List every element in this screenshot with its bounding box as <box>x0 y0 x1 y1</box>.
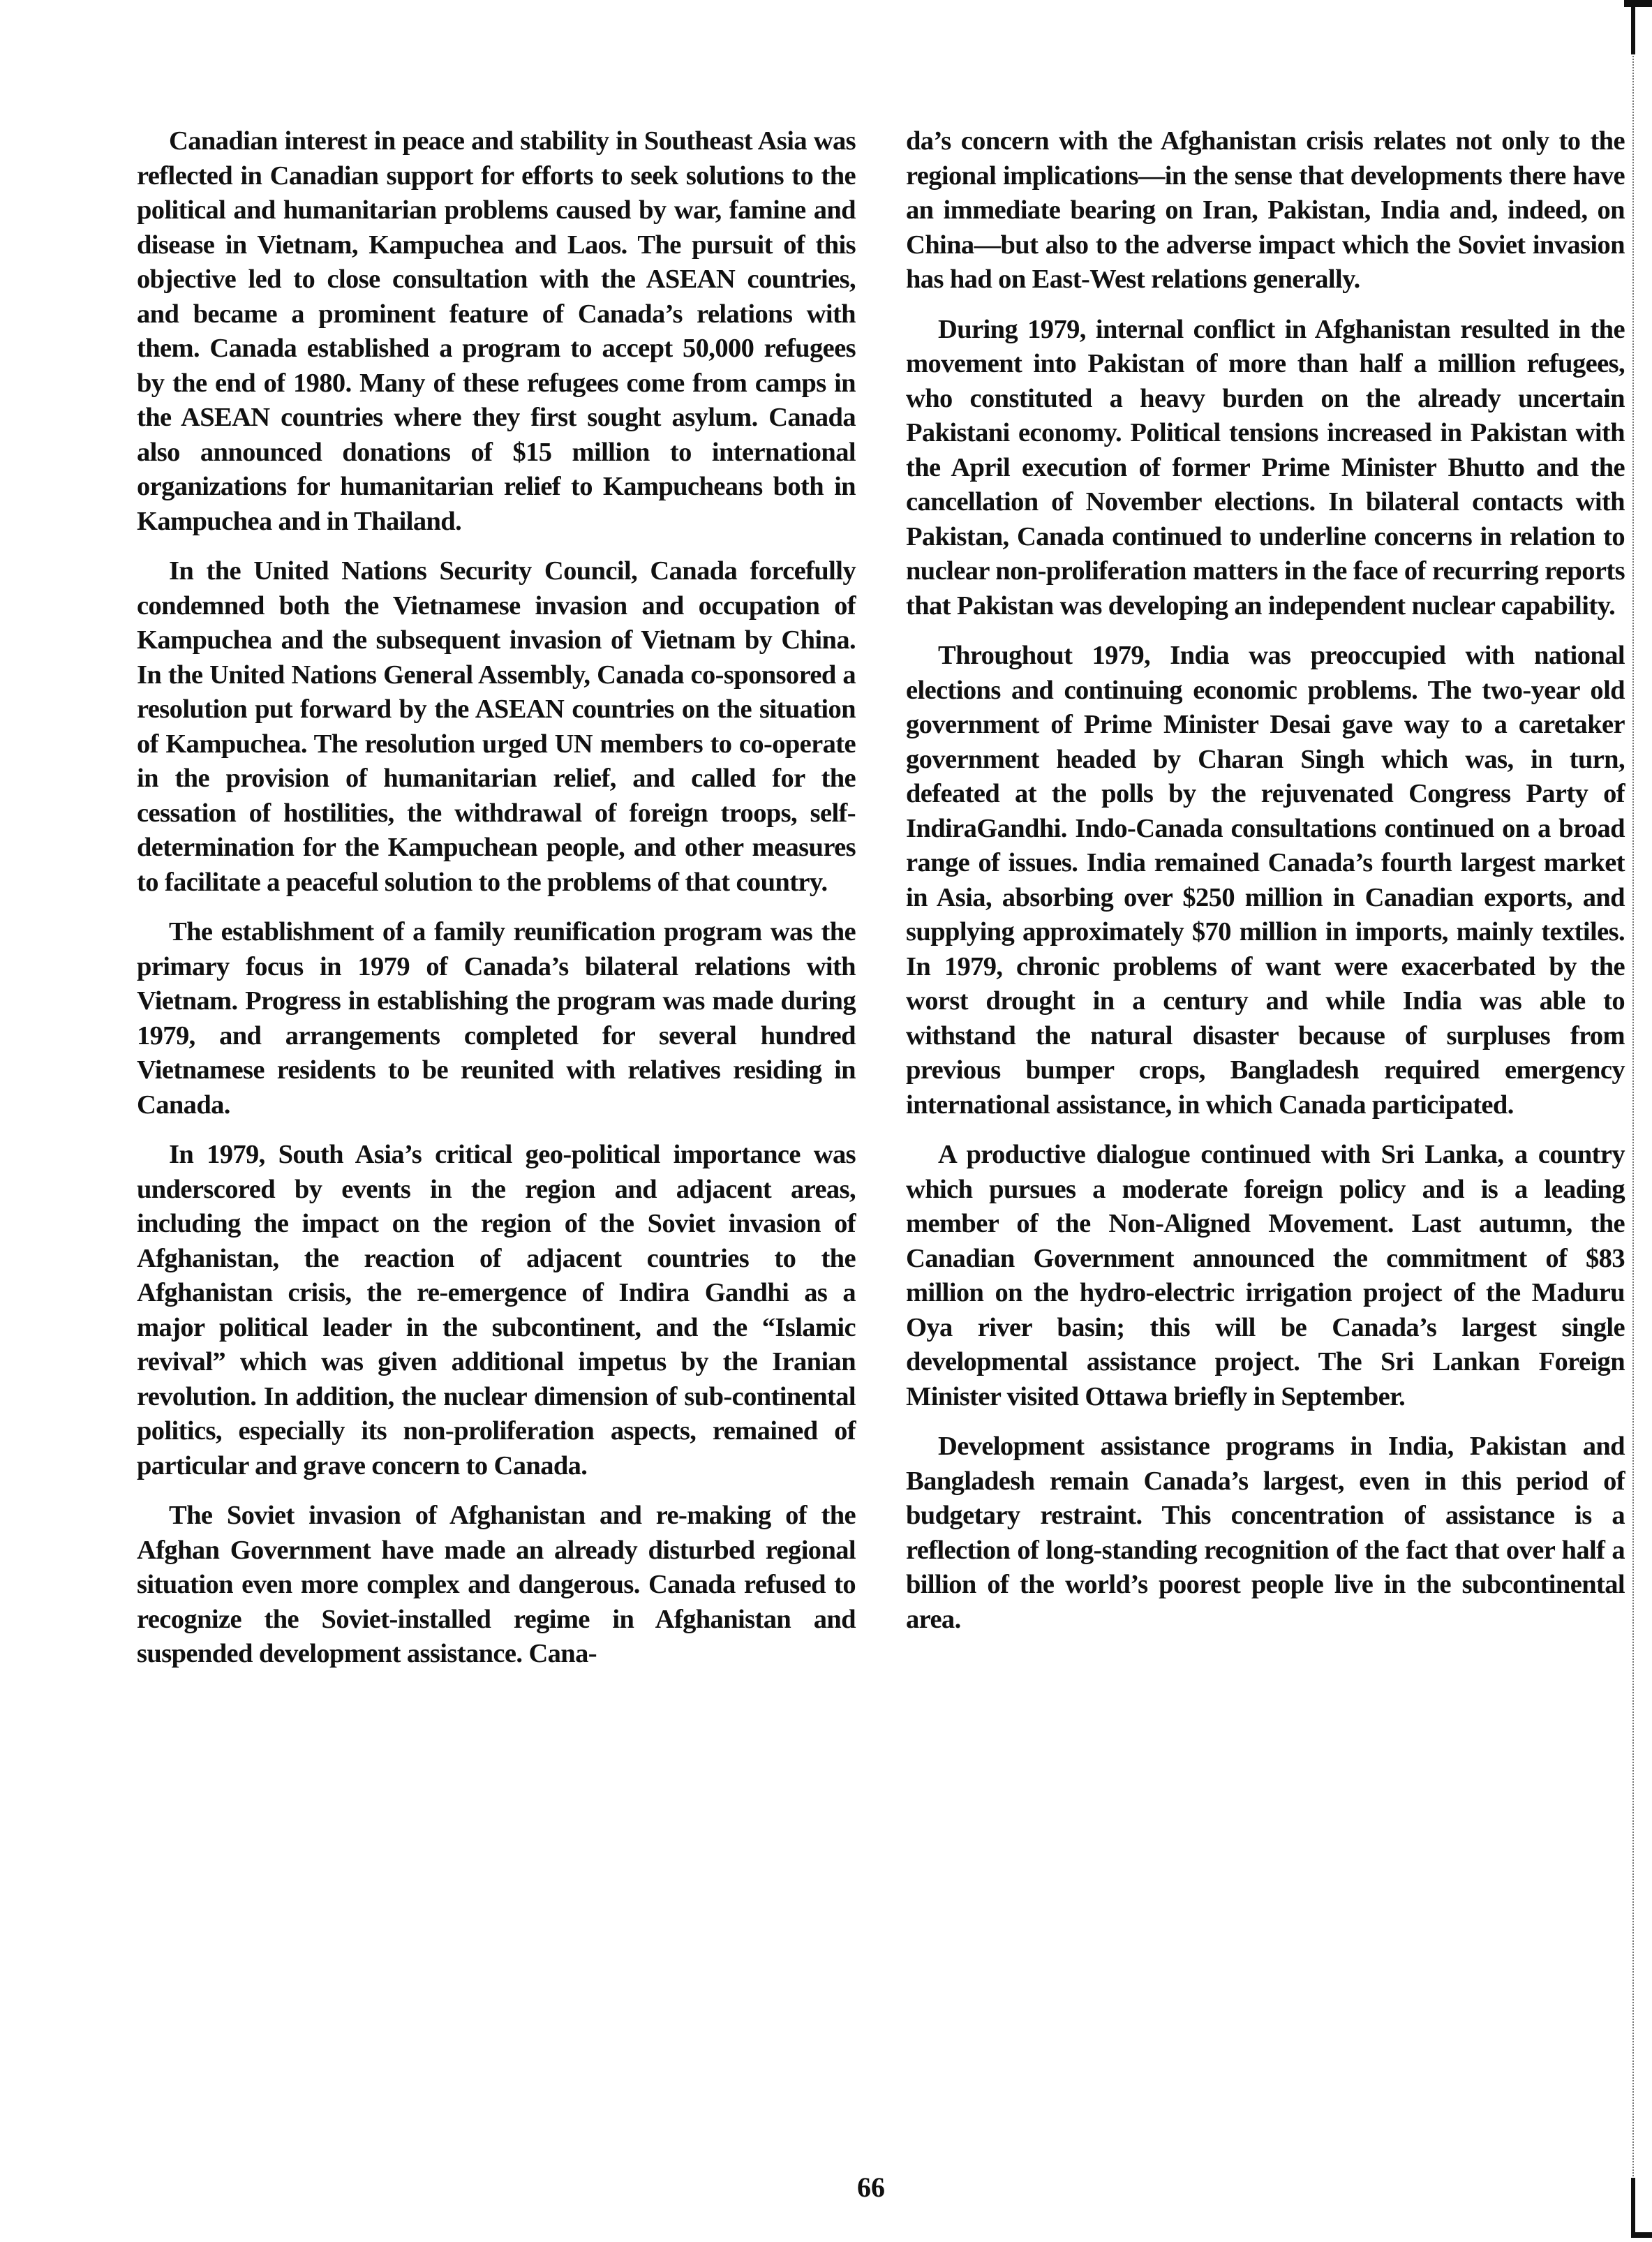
paragraph-soviet-invasion: The Soviet invasion of Afghanistan and re-making of the Afghan Government have made an already disturbed regional situation even more complex and dangerous. Canada refused to recognize the Soviet-installed regime in Afghanistan and suspended development assistance. Cana- <box>137 1501 856 1668</box>
binding-top-cap <box>1624 0 1652 7</box>
left-column <box>137 124 856 1687</box>
paragraph-south-asia: In 1979, South Asia’s critical geo-political importance was underscored by events in the region and adjacent areas, including the impact on the region of the Soviet invasion of Afghanistan, the reaction of adjacent countries to the Afghanistan crisis, the re-emergence of Indira Gandhi as a major political leader in the subcontinent, and the “Islamic revival” which was given additional impetus by the Iranian revolution. In addition, the nuclear dimension of sub-continental politics, especially its non-proliferation aspects, remained of particular and grave concern to Canada. <box>137 1140 856 1480</box>
binding-dotted-line <box>1632 56 1634 2185</box>
paragraph-family-reunification: The establishment of a family reunification program was the primary focus in 1979 of Canada’s bilateral relations with Vietnam. Progress in establishing the program was made during 1979, and arrangements completed for several hundred Vietnamese residents to be reunited with relatives residing in Canada. <box>137 917 856 1120</box>
binding-bar-bottom <box>1631 2178 1635 2234</box>
binding-bar-top <box>1631 6 1635 54</box>
page-binding-edge <box>1631 0 1652 2242</box>
paragraph-afghanistan-continued: da’s concern with the Afghanistan crisis relates not only to the regional implications—in the sense that developments there have an immediate bearing on Iran, Pakistan, India and, indeed, on China—but also to the adverse impact which the Soviet invasion has had on East-West relations generally. <box>906 126 1625 294</box>
page-number: 66 <box>857 2172 885 2203</box>
paragraph-development-assistance: Development assistance programs in India, Pakistan and Bangladesh remain Canada’s largest, even in this period of budgetary restraint. This concentration of assistance is a reflection of long-standing recognition of the fact that over half a billion of the world’s poorest people live in the subcontinental area. <box>906 1432 1625 1634</box>
paragraph-sri-lanka: A productive dialogue continued with Sri Lanka, a country which pursues a moderate foreign policy and is a leading member of the Non-Aligned Movement. Last autumn, the Canadian Government announced the commitment of $83 million on the hydro-electric irrigation project of the Maduru Oya river basin; this will be Canada’s largest single developmental assistance project. The Sri Lankan Foreign Minister visited Ottawa briefly in September. <box>906 1140 1625 1411</box>
right-column <box>906 124 1625 1652</box>
paragraph-pakistan: During 1979, internal conflict in Afghanistan resulted in the movement into Pakistan of more than half a million refugees, who constituted a heavy burden on the already uncertain Pakistani economy. Political tensions increased in Pakistan with the April execution of former Prime Minister Bhutto and the cancellation of November elections. In bilateral contacts with Pakistan, Canada continued to underline concerns in relation to nuclear non-proliferation matters in the face of recurring reports that Pakistan was developing an independent nuclear capability. <box>906 314 1625 621</box>
paragraph-southeast-asia: Canadian interest in peace and stability in Southeast Asia was reflected in Canadian support for efforts to seek solutions to the political and humanitarian problems caused by war, famine and disease in Vietnam, Kampuchea and Laos. The pursuit of this objective led to close consultation with the ASEAN countries, and became a prominent feature of Canada’s relations with them. Canada established a program to accept 50,000 refugees by the end of 1980. Many of these refugees come from camps in the ASEAN countries where they first sought asylum. Canada also announced donations of $15 million to international organizations for humanitarian relief to Kampucheans both in Kampuchea and in Thailand. <box>137 126 856 536</box>
paragraph-india: Throughout 1979, India was preoccupied with national elections and continuing economic problems. The two-year old government of Prime Minister Desai gave way to a caretaker government headed by Charan Singh which was, in turn, defeated at the polls by the rejuvenated Congress Party of IndiraGandhi. Indo-Canada consultations continued on a broad range of issues. India remained Canada’s fourth largest market in Asia, absorbing over $250 million in Canadian exports, and supplying approximately $70 million in imports, mainly textiles. In 1979, chronic problems of want were exacerbated by the worst drought in a century and while India was able to withstand the natural disaster because of surpluses from previous bumper crops, Bangladesh required emergency international assistance, in which Canada participated. <box>906 641 1625 1120</box>
paragraph-un-security-council: In the United Nations Security Council, Canada forcefully condemned both the Vietnamese invasion and occupation of Kampuchea and the subsequent invasion of Vietnam by China. In the United Nations General Assembly, Canada co-sponsored a resolution put forward by the ASEAN countries on the situation of Kampuchea. The resolution urged UN members to co-operate in the provision of humanitarian relief, and called for the cessation of hostilities, the withdrawal of foreign troops, self-determination for the Kampuchean people, and other measures to facilitate a peaceful solution to the problems of that country. <box>137 556 856 897</box>
binding-foot <box>1631 2232 1652 2238</box>
